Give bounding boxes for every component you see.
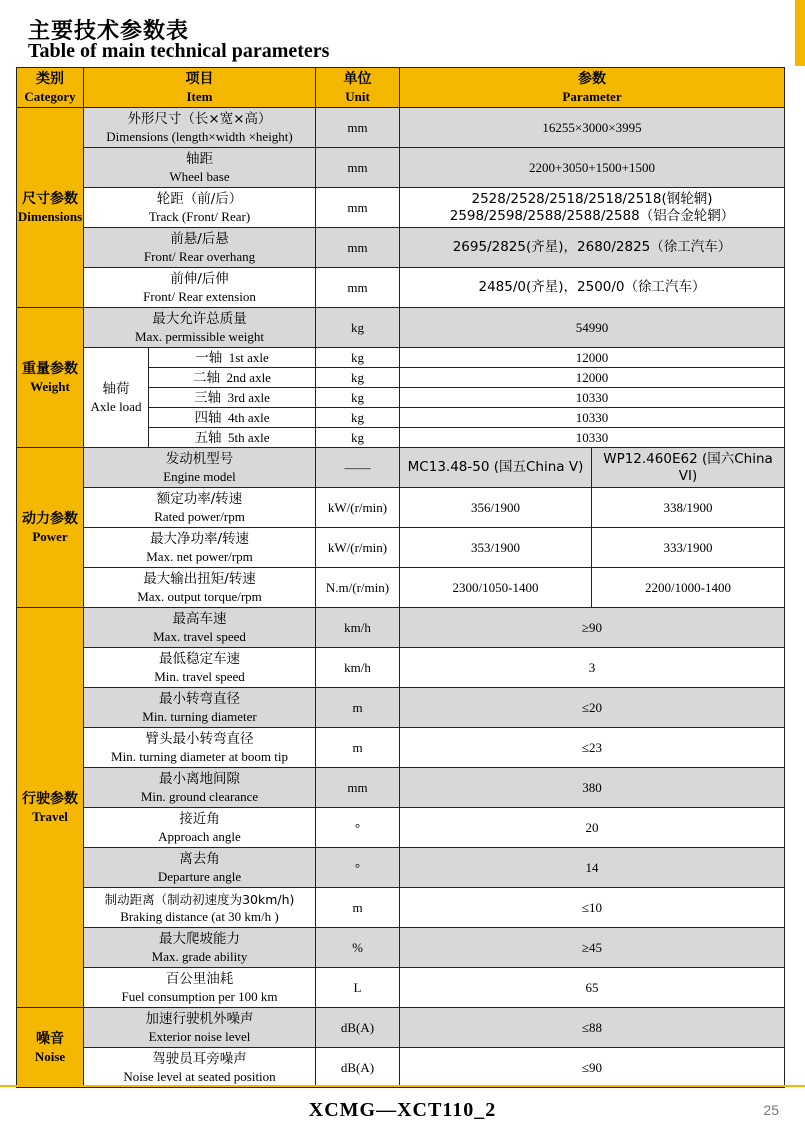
- table-row: [17, 928, 785, 968]
- item-cell: 加速行驶机外噪声 Exterior noise level: [84, 1008, 316, 1048]
- item-cell: 外形尺寸（长×宽×高） Dimensions (length×width ×height): [84, 108, 316, 148]
- value-cell: 2695/2825(齐星)，2680/2825（徐工汽车）: [400, 228, 785, 268]
- item-cell: 四轴 4th axle: [149, 408, 316, 428]
- value-cell: 356/1900: [400, 488, 592, 528]
- value-cell: 14: [400, 848, 785, 888]
- unit-cell: kg: [316, 408, 400, 428]
- unit-cell: mm: [316, 768, 400, 808]
- page-title-en: Table of main technical parameters: [28, 40, 330, 62]
- item-cell: 发动机型号 Engine model: [84, 448, 316, 488]
- unit-cell: m: [316, 688, 400, 728]
- item-cell: 制动距离（制动初速度为30km/h) Braking distance (at 30 km/h ): [84, 888, 316, 928]
- axle-load-label: 轴荷 Axle load: [84, 348, 149, 448]
- table-row: [17, 448, 785, 488]
- accent-bar: [795, 0, 805, 66]
- value-cell: MC13.48-50 (国五China V): [400, 448, 592, 488]
- table-row: [17, 148, 785, 188]
- unit-cell: kg: [316, 308, 400, 348]
- table-row: [17, 528, 785, 568]
- item-cell: 最大爬坡能力 Max. grade ability: [84, 928, 316, 968]
- item-cell: 前悬/后悬 Front/ Rear overhang: [84, 228, 316, 268]
- item-cell: 轴距 Wheel base: [84, 148, 316, 188]
- item-cell: 最高车速 Max. travel speed: [84, 608, 316, 648]
- item-cell: 二轴 2nd axle: [149, 368, 316, 388]
- item-cell: 最低稳定车速 Min. travel speed: [84, 648, 316, 688]
- value-cell: ≤90: [400, 1048, 785, 1088]
- value-cell: 2200+3050+1500+1500: [400, 148, 785, 188]
- page-number: 25: [763, 1102, 779, 1118]
- unit-cell: kg: [316, 348, 400, 368]
- unit-cell: mm: [316, 188, 400, 228]
- category-noise: 噪音 Noise: [17, 1008, 84, 1088]
- item-cell: 驾驶员耳旁噪声 Noise level at seated position: [84, 1048, 316, 1088]
- table-row: [17, 608, 785, 648]
- value-cell: 54990: [400, 308, 785, 348]
- col-unit: 单位 Unit: [316, 68, 400, 108]
- unit-cell: dB(A): [316, 1008, 400, 1048]
- category-travel: 行驶参数 Travel: [17, 608, 84, 1008]
- value-cell: 333/1900: [592, 528, 785, 568]
- item-cell: 最小转弯直径 Min. turning diameter: [84, 688, 316, 728]
- item-cell: 最大输出扭矩/转速 Max. output torque/rpm: [84, 568, 316, 608]
- value-cell: ≤23: [400, 728, 785, 768]
- value-cell: 353/1900: [400, 528, 592, 568]
- table-row: [17, 968, 785, 1008]
- item-cell: 最小离地间隙 Min. ground clearance: [84, 768, 316, 808]
- unit-cell: °: [316, 808, 400, 848]
- value-cell: 16255×3000×3995: [400, 108, 785, 148]
- unit-cell: dB(A): [316, 1048, 400, 1088]
- value-cell: 3: [400, 648, 785, 688]
- value-cell: ≥45: [400, 928, 785, 968]
- category-dimensions: 尺寸参数 Dimensions: [17, 108, 84, 308]
- page-title-cn: 主要技术参数表: [28, 19, 190, 44]
- unit-cell: kg: [316, 368, 400, 388]
- table-row: [17, 808, 785, 848]
- value-cell: 65: [400, 968, 785, 1008]
- table-row: [17, 728, 785, 768]
- value-cell: ≥90: [400, 608, 785, 648]
- unit-cell: %: [316, 928, 400, 968]
- table-row: [17, 268, 785, 308]
- value-cell: 10330: [400, 388, 785, 408]
- unit-cell: km/h: [316, 648, 400, 688]
- table-row: [17, 688, 785, 728]
- table-row: [17, 1008, 785, 1048]
- value-cell: 338/1900: [592, 488, 785, 528]
- unit-cell: °: [316, 848, 400, 888]
- table-row: [17, 568, 785, 608]
- col-category: 类别 Category: [17, 68, 84, 108]
- unit-cell: mm: [316, 268, 400, 308]
- table-row: [17, 888, 785, 928]
- unit-cell: m: [316, 728, 400, 768]
- unit-cell: mm: [316, 228, 400, 268]
- unit-cell: kg: [316, 428, 400, 448]
- value-cell: 2528/2528/2518/2518/2518(钢轮辋) 2598/2598/2588/2588/2588（铝合金轮辋）: [400, 188, 785, 228]
- unit-cell: kW/(r/min): [316, 528, 400, 568]
- value-cell: 20: [400, 808, 785, 848]
- table-row: [17, 488, 785, 528]
- table-header-row: [17, 68, 785, 108]
- unit-cell: L: [316, 968, 400, 1008]
- value-cell: ≤88: [400, 1008, 785, 1048]
- value-cell: 380: [400, 768, 785, 808]
- footer-divider: [0, 1085, 805, 1087]
- item-cell: 百公里油耗 Fuel consumption per 100 km: [84, 968, 316, 1008]
- table-row: [17, 648, 785, 688]
- value-cell: WP12.460E62 (国六China VI): [592, 448, 785, 488]
- unit-cell: N.m/(r/min): [316, 568, 400, 608]
- item-cell: 一轴 1st axle: [149, 348, 316, 368]
- unit-cell: mm: [316, 148, 400, 188]
- col-parameter: 参数 Parameter: [400, 68, 785, 108]
- table-row: [17, 188, 785, 228]
- unit-cell: kW/(r/min): [316, 488, 400, 528]
- value-cell: 10330: [400, 428, 785, 448]
- item-cell: 离去角 Departure angle: [84, 848, 316, 888]
- unit-cell: kg: [316, 388, 400, 408]
- table-row: [17, 1048, 785, 1088]
- table-row: [17, 228, 785, 268]
- value-cell: ≤10: [400, 888, 785, 928]
- table-row: [17, 848, 785, 888]
- value-cell: 2200/1000-1400: [592, 568, 785, 608]
- item-cell: 三轴 3rd axle: [149, 388, 316, 408]
- value-cell: 12000: [400, 348, 785, 368]
- item-cell: 臂头最小转弯直径 Min. turning diameter at boom tip: [84, 728, 316, 768]
- item-cell: 最大允许总质量 Max. permissible weight: [84, 308, 316, 348]
- table-row: [17, 768, 785, 808]
- value-cell: 10330: [400, 408, 785, 428]
- item-cell: 前伸/后伸 Front/ Rear extension: [84, 268, 316, 308]
- unit-cell: km/h: [316, 608, 400, 648]
- item-cell: 接近角 Approach angle: [84, 808, 316, 848]
- value-cell: ≤20: [400, 688, 785, 728]
- category-power: 动力参数 Power: [17, 448, 84, 608]
- col-item: 项目 Item: [84, 68, 316, 108]
- footer-model: XCMG—XCT110_2: [308, 1099, 497, 1121]
- parameter-table: [16, 67, 785, 1088]
- unit-cell: mm: [316, 108, 400, 148]
- item-cell: 轮距（前/后） Track (Front/ Rear): [84, 188, 316, 228]
- unit-cell: ——: [316, 448, 400, 488]
- item-cell: 最大净功率/转速 Max. net power/rpm: [84, 528, 316, 568]
- table-row: [17, 348, 785, 368]
- unit-cell: m: [316, 888, 400, 928]
- item-cell: 五轴 5th axle: [149, 428, 316, 448]
- value-cell: 12000: [400, 368, 785, 388]
- category-weight: 重量参数 Weight: [17, 308, 84, 448]
- value-cell: 2485/0(齐星)，2500/0（徐工汽车）: [400, 268, 785, 308]
- table-row: [17, 308, 785, 348]
- item-cell: 额定功率/转速 Rated power/rpm: [84, 488, 316, 528]
- table-row: [17, 108, 785, 148]
- value-cell: 2300/1050-1400: [400, 568, 592, 608]
